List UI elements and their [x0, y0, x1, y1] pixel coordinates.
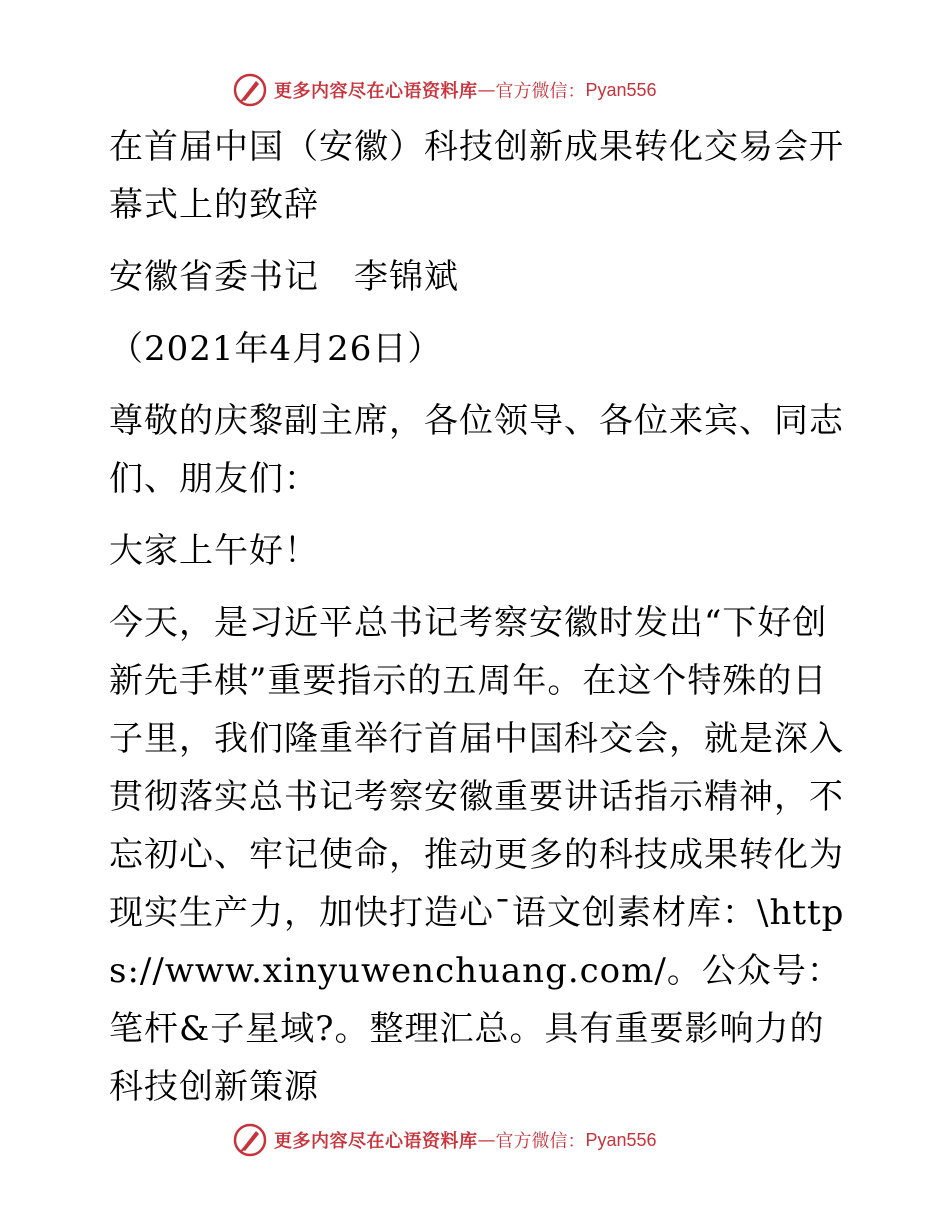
watermark-separator: —: [477, 79, 496, 101]
watermark-wechat-id: Pyan556: [585, 1129, 657, 1150]
document-title: 在首届中国（安徽）科技创新成果转化交易会开幕式上的致辞: [109, 127, 844, 225]
document-paragraph: 今天，是习近平总书记考察安徽时发出“下好创新先手棋”重要指示的五周年。在这个特殊的日子里，我们隆重举行首届中国科交会，就是深入贯彻落实总书记考察安徽重要讲话指示精神，不忘初心、牢记使命，推动更多的科技成果转化为现实生产力，加快打造心¯语文创素材库：\https://www.xinyuwenchuang.com/。公众号：笔杆&子星域?。整理汇总。具有重要影响力的科技创新策源: [109, 603, 845, 1107]
header-watermark: [232, 70, 657, 110]
document-date: （2021年4月26日）: [109, 329, 443, 369]
document-author: 安徽省委书记 李锦斌: [109, 257, 459, 297]
document-salutation: 尊敬的庆黎副主席，各位领导、各位来宾、同志们、朋友们：: [109, 401, 844, 499]
watermark-label: 官方微信：: [495, 81, 586, 102]
document-body: [97, 118, 857, 1116]
quill-pen-logo-icon: [232, 72, 268, 108]
watermark-text: 更多内容尽在心语资料库: [274, 1131, 478, 1152]
watermark-text: 更多内容尽在心语资料库: [274, 81, 478, 102]
quill-pen-logo-icon: [232, 1122, 268, 1158]
watermark-label: 官方微信：: [495, 1131, 586, 1152]
document-greeting: 大家上午好！: [109, 531, 319, 571]
watermark-wechat-id: Pyan556: [585, 79, 657, 100]
watermark-separator: —: [477, 1129, 496, 1151]
footer-watermark: [232, 1120, 657, 1160]
